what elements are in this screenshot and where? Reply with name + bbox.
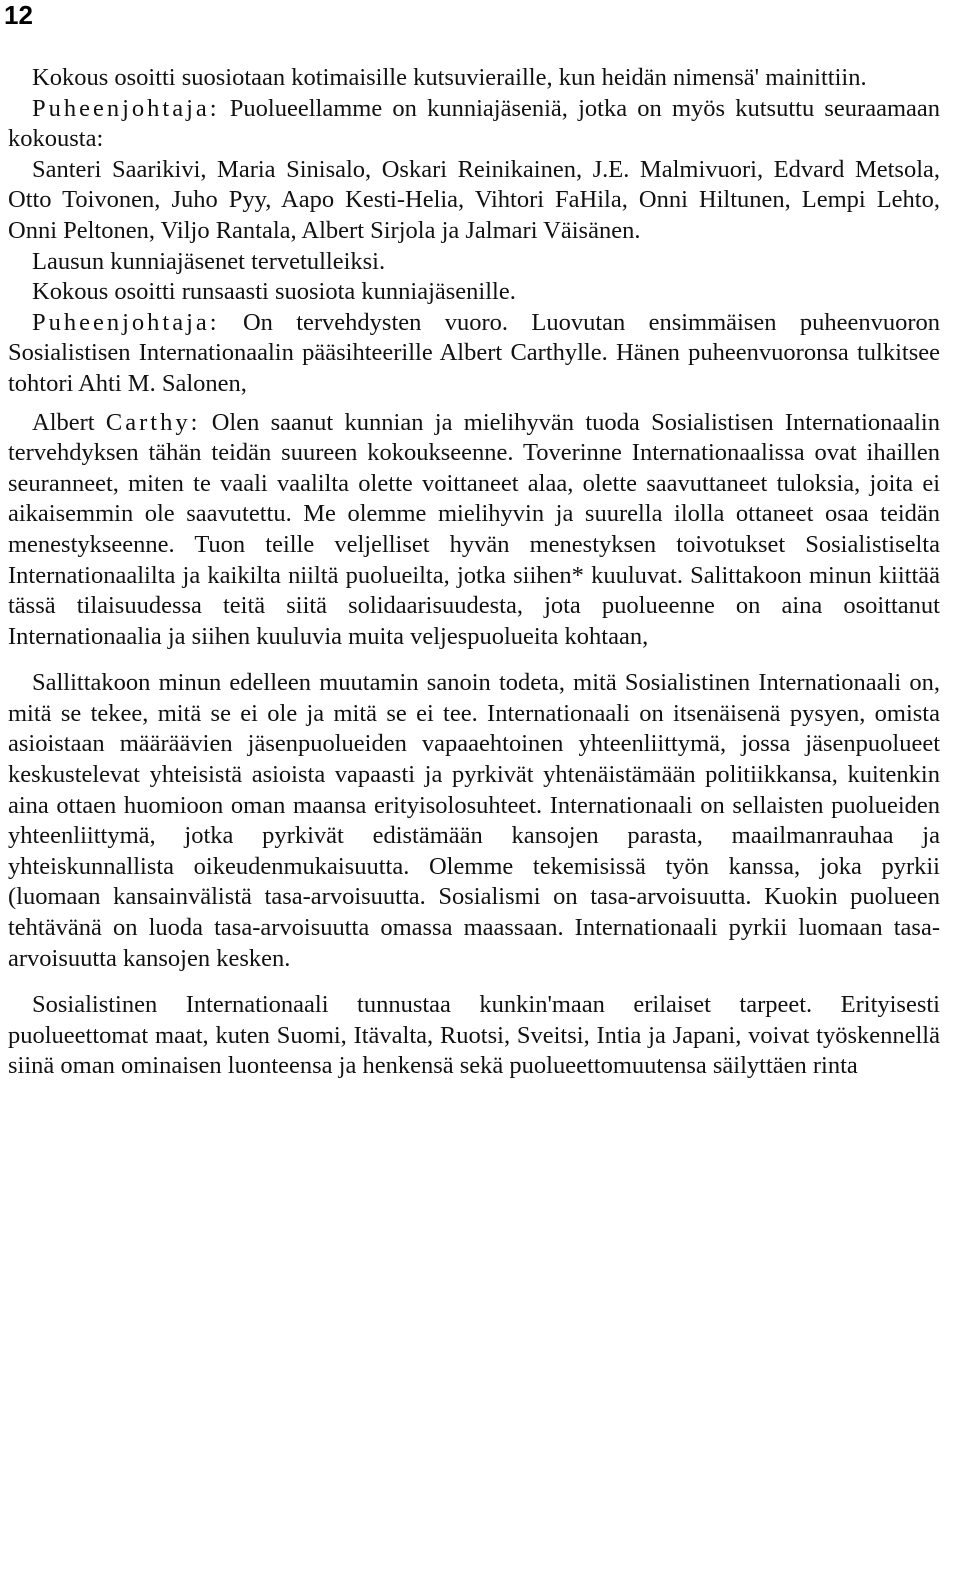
paragraph: Santeri Saarikivi, Maria Sinisalo, Oskari Reinikainen, J.E. Malmivuori, Edvard Metsola, Otto Toivonen, Juho Pyy, Aapo Kesti-Helia, Vihtori FaHila, Onni Hiltunen, Lempi Lehto, Onni Peltonen, Viljo Rantala, Albert Sirjola ja Jalmari Väisänen. xyxy=(8,155,940,244)
paragraph: Sallittakoon minun edelleen muutamin sanoin todeta, mitä Sosialistinen Internationaali on, mitä se tekee, mitä se ei ole ja mitä se ei tee. Internationaali on itsenäisenä pysyen, omista asioistaan määräävien jäsenpuolueiden vapaaehtoinen yhteenliittymä, jossa jäsenpuolueet keskustelevat yhteisistä asioista vapaasti ja pyrkivät yhtenäistämään politiikkansa, kuitenkin aina ottaen huomioon oman maansa erityisolosuhteet. Internationaali on sellaisten puolueiden yhteenliittymä, jotka pyrkivät edistämään kansojen parasta, maailmanrauhaa ja yhteiskunnallista oikeudenmukaisuutta. Olemme tekemisissä työn kanssa, joka pyrkii (luomaan kansainvälistä tasa-arvoisuutta. Sosialismi on tasa-arvoisuutta. Kuokin puolueen tehtävänä on luoda tasa-arvoisuutta omassa maassaan. Internationaali pyrkii luomaan tasa-arvoisuutta kansojen kesken. xyxy=(8,669,940,972)
paragraph: Kokous osoitti suosiotaan kotimaisille kutsuvieraille, kun heidän nimensä' mainittiin. xyxy=(32,64,867,91)
paragraph xyxy=(8,308,940,400)
page-number: 12 xyxy=(4,0,33,30)
paragraph-text: Olen saanut kunnian ja mielihyvän tuoda Sosialistisen Internationaalin tervehdyksen tähän teidän suureen kokoukseenne. Toverinne Internationaalissa ovat ihaillen seuranneet, miten te vaali vaalilta olette voittaneet alaa, olette saavuttaneet tuloksia, joita ei aikaisemmin ole saavutettu. Me olemme mielihyvin ja suurella ilolla ottaneet osaa teidän menestykseenne. Tuon teille veljelliset hyvän menestyksen toivotukset Sosialistiselta Internationaalilta ja kaikilta niiltä puolueilta, jotka siihen* kuuluvat. Salittakoon minun kiittää tässä tilaisuudessa teitä siitä solidaarisuudesta, jota puolueenne on aina osoittanut Internationaalia ja siihen kuuluvia muita veljespuolueita kohtaan, xyxy=(8,408,940,650)
speaker-name: Puheenjohtaja: xyxy=(32,308,220,336)
paragraph xyxy=(8,94,940,155)
paragraph-text: On tervehdysten vuoro. Luovutan ensimmäisen puheenvuoron Sosialistisen Internationaalin pääsihteerille Albert Carthylle. Hänen puheenvuoronsa tulkitsee tohtori Ahti M. Salonen, xyxy=(8,308,940,397)
speaker-name: Carthy: xyxy=(105,408,201,436)
paragraph: Kokous osoitti runsaasti suosiota kunniajäsenille. xyxy=(32,278,516,306)
paragraph-text: Puolueellamme on kunniajäseniä, jotka on myös kutsuttu seuraamaan kokousta: xyxy=(8,94,940,153)
document-body xyxy=(8,63,940,1082)
paragraph xyxy=(8,408,940,653)
paragraph: Lausun kunniajäsenet tervetulleiksi. xyxy=(32,247,386,275)
speaker-prefix: Albert xyxy=(32,408,106,436)
paragraph: Sosialistinen Internationaali tunnustaa kunkin'maan erilaiset tarpeet. Erityisesti puolueettomat maat, kuten Suomi, Itävalta, Ruotsi, Sveitsi, Intia ja Japani, voivat työskennellä siinä oman ominaisen luonteensa ja henkensä sekä puolueettomuutensa säilyttäen rinta xyxy=(8,991,940,1080)
speaker-name: Puheenjohtaja: xyxy=(32,94,220,122)
